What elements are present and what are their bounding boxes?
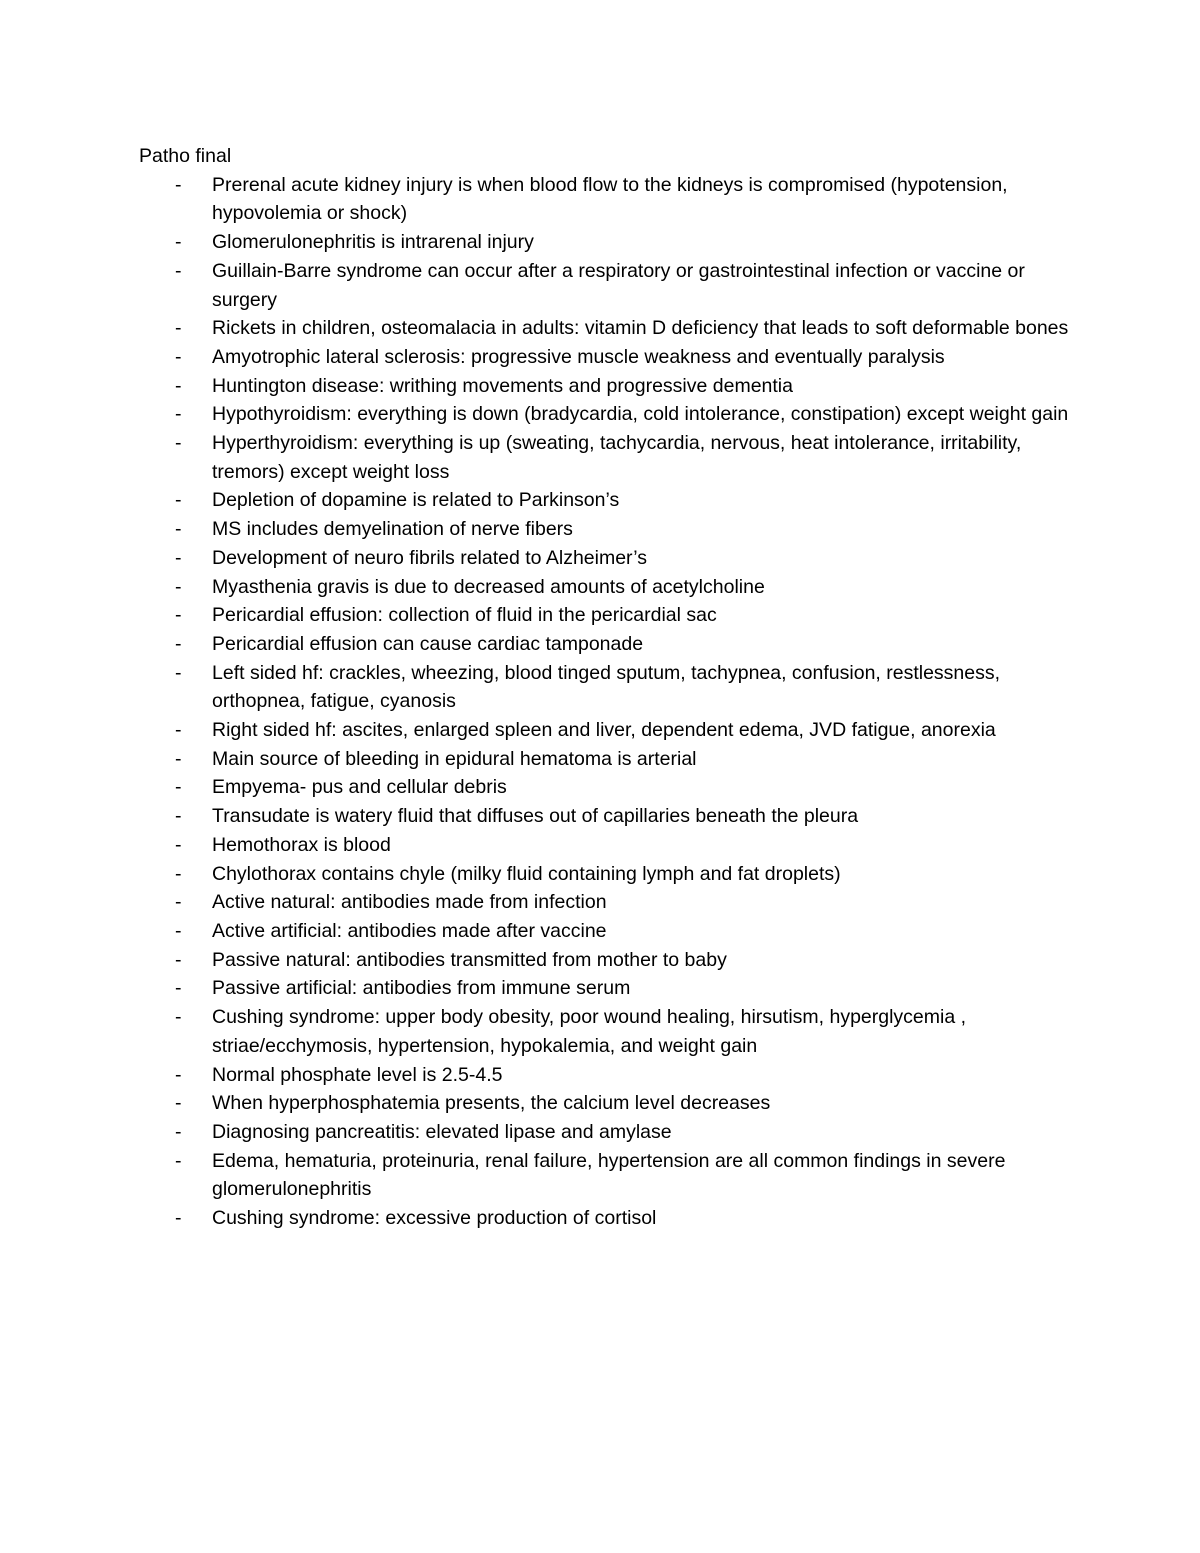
list-item-text: Main source of bleeding in epidural hematoma is arterial: [212, 747, 697, 770]
list-item: [139, 659, 1079, 716]
bullet-dash: -: [175, 719, 182, 742]
list-item-text: Left sided hf: crackles, wheezing, blood tinged sputum, tachypnea, confusion, restlessness, orthopnea, fatigue, cyanosis: [212, 661, 1001, 713]
list-item: [139, 257, 1079, 314]
list-item-text: MS includes demyelination of nerve fibers: [212, 518, 573, 541]
bullet-dash: -: [175, 317, 182, 340]
document-title: Patho final: [139, 145, 232, 167]
list-item: [139, 946, 1079, 975]
bullet-dash: -: [175, 1092, 182, 1115]
bullet-dash: -: [175, 173, 182, 196]
bullet-dash: -: [175, 805, 182, 828]
list-item-text: Huntington disease: writhing movements and progressive dementia: [212, 374, 793, 397]
bullet-dash: -: [175, 259, 182, 282]
bullet-dash: -: [175, 604, 182, 627]
bullet-dash: -: [175, 1120, 182, 1143]
bullet-dash: -: [175, 891, 182, 914]
list-item-text: Cushing syndrome: excessive production of cortisol: [212, 1207, 657, 1230]
bullet-dash: -: [175, 977, 182, 1000]
bullet-dash: -: [175, 776, 182, 799]
list-item-text: Diagnosing pancreatitis: elevated lipase and amylase: [212, 1120, 672, 1143]
list-item: [139, 601, 1079, 630]
list-item: [139, 773, 1079, 802]
list-item-text: Prerenal acute kidney injury is when blood flow to the kidneys is compromised (hypotension, hypovolemia or shock): [212, 173, 1008, 225]
bullet-dash: -: [175, 1149, 182, 1172]
list-item: [139, 831, 1079, 860]
list-item-text: Pericardial effusion: collection of fluid in the pericardial sac: [212, 604, 717, 627]
list-item: [139, 228, 1079, 257]
list-item: [139, 343, 1079, 372]
list-item-text: Hemothorax is blood: [212, 833, 391, 856]
list-item-text: When hyperphosphatemia presents, the calcium level decreases: [212, 1092, 771, 1115]
list-item-text: Depletion of dopamine is related to Parkinson’s: [212, 489, 620, 512]
list-item-text: Passive artificial: antibodies from immune serum: [212, 977, 631, 1000]
list-item: [139, 1118, 1079, 1147]
list-item: [139, 802, 1079, 831]
bullet-dash: -: [175, 489, 182, 512]
list-item-text: Myasthenia gravis is due to decreased amounts of acetylcholine: [212, 575, 765, 598]
list-item-text: Glomerulonephritis is intrarenal injury: [212, 231, 534, 254]
list-item: [139, 1147, 1079, 1204]
list-item: [139, 1003, 1079, 1060]
list-item-text: Edema, hematuria, proteinuria, renal failure, hypertension are all common findings in severe glomerulonephritis: [212, 1149, 1006, 1201]
bullet-dash: -: [175, 403, 182, 426]
list-item: [139, 515, 1079, 544]
bullet-dash: -: [175, 231, 182, 254]
list-item: [139, 314, 1079, 343]
list-item-text: Development of neuro fibrils related to Alzheimer’s: [212, 546, 647, 569]
list-item: [139, 1204, 1079, 1233]
bullet-dash: -: [175, 1063, 182, 1086]
list-item: [139, 544, 1079, 573]
document-body: [139, 142, 1079, 1233]
list-item-text: Amyotrophic lateral sclerosis: progressive muscle weakness and eventually paralysis: [212, 345, 945, 368]
bullet-dash: -: [175, 632, 182, 655]
bullet-dash: -: [175, 432, 182, 455]
list-item: [139, 630, 1079, 659]
bullet-dash: -: [175, 374, 182, 397]
list-item-text: Normal phosphate level is 2.5-4.5: [212, 1063, 503, 1086]
bullet-dash: -: [175, 948, 182, 971]
list-item: [139, 429, 1079, 486]
bullet-dash: -: [175, 747, 182, 770]
bullet-dash: -: [175, 919, 182, 942]
list-item-text: Passive natural: antibodies transmitted from mother to baby: [212, 948, 727, 971]
list-item-text: Active artificial: antibodies made after vaccine: [212, 919, 607, 942]
list-item-text: Hypothyroidism: everything is down (bradycardia, cold intolerance, constipation) except weight gain: [212, 403, 1069, 426]
list-item: [139, 171, 1079, 228]
list-item-text: Rickets in children, osteomalacia in adults: vitamin D deficiency that leads to soft deformable bones: [212, 317, 1069, 340]
list-item-text: Active natural: antibodies made from infection: [212, 891, 607, 914]
list-item: [139, 860, 1079, 889]
list-item: [139, 974, 1079, 1003]
list-item: [139, 745, 1079, 774]
list-item: [139, 1061, 1079, 1090]
bullet-dash: -: [175, 575, 182, 598]
bullet-dash: -: [175, 1207, 182, 1230]
list-item: [139, 486, 1079, 515]
list-item-text: Chylothorax contains chyle (milky fluid containing lymph and fat droplets): [212, 862, 841, 885]
list-item-text: Hyperthyroidism: everything is up (sweating, tachycardia, nervous, heat intolerance, irritability, tremors) except weight loss: [212, 432, 1022, 483]
list-item: [139, 372, 1079, 401]
bullet-dash: -: [175, 661, 182, 684]
list-item: [139, 1089, 1079, 1118]
bullet-dash: -: [175, 833, 182, 856]
bullet-dash: -: [175, 862, 182, 885]
bullet-dash: -: [175, 546, 182, 569]
list-item-text: Transudate is watery fluid that diffuses out of capillaries beneath the pleura: [212, 805, 859, 828]
list-item: [139, 716, 1079, 745]
notes-list: [139, 171, 1079, 1233]
list-item-text: Right sided hf: ascites, enlarged spleen and liver, dependent edema, JVD fatigue, anorexia: [212, 719, 996, 742]
bullet-dash: -: [175, 345, 182, 368]
list-item: [139, 573, 1079, 602]
list-item-text: Cushing syndrome: upper body obesity, poor wound healing, hirsutism, hyperglycemia , striae/ecchymosis, hypertension, hypokalemia, and weight gain: [212, 1006, 967, 1057]
list-item: [139, 888, 1079, 917]
list-item: [139, 917, 1079, 946]
bullet-dash: -: [175, 518, 182, 541]
list-item-text: Empyema- pus and cellular debris: [212, 776, 507, 799]
list-item-text: Guillain-Barre syndrome can occur after a respiratory or gastrointestinal infection or vaccine or surgery: [212, 259, 1025, 311]
list-item: [139, 400, 1079, 429]
list-item-text: Pericardial effusion can cause cardiac tamponade: [212, 632, 644, 655]
bullet-dash: -: [175, 1006, 182, 1029]
